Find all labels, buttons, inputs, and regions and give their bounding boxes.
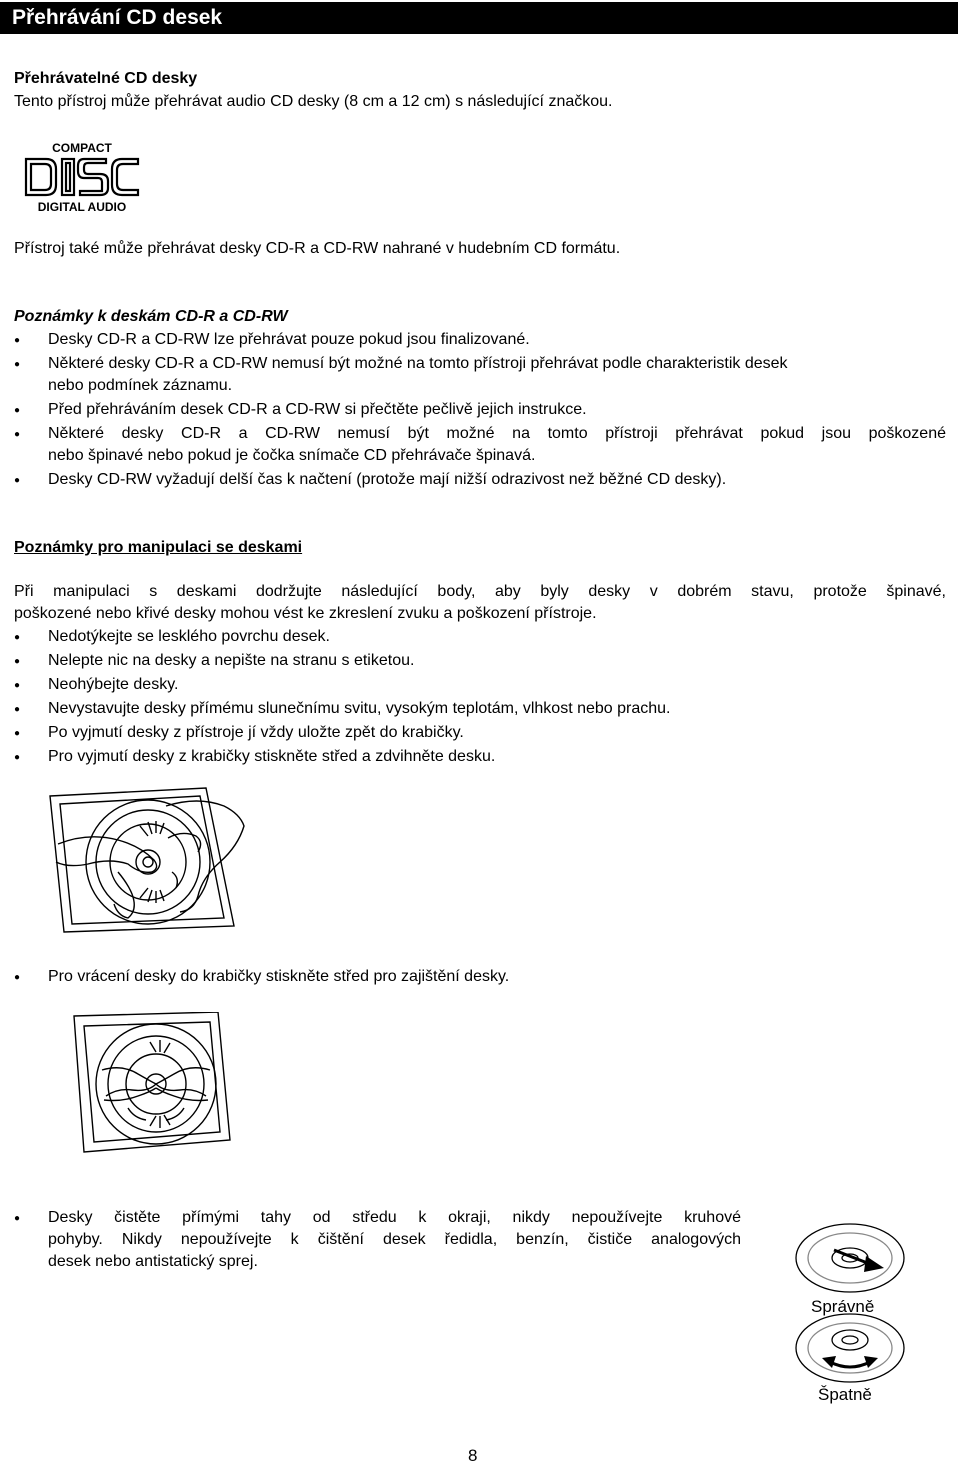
clean-text-2: pohyby. Nikdy nepoužívejte k čištění desek ředidla, benzín, čističe analogových (48, 1231, 741, 1248)
cdr-notes-heading: Poznámky k deskám CD-R a CD-RW (14, 308, 288, 325)
page-number: 8 (468, 1446, 478, 1465)
clean-text-1: Desky čistěte přímými tahy od středu k okraji, nikdy nepoužívejte kruhové (48, 1209, 741, 1226)
correct-cleaning-icon (794, 1222, 906, 1294)
handling-intro-2: poškozené nebo křivé desky mohou vést ke zkreslení zvuku a poškození přístroje. (14, 605, 597, 622)
handling-item-2: Nelepte nic na desky a nepište na stranu s etiketou. (48, 652, 415, 669)
cdr-note-2: Některé desky CD-R a CD-RW nemusí být možné na tomto přístroji přehrávat podle charakteristik desek (48, 355, 788, 372)
bullet-icon: ● (14, 429, 21, 440)
compact-disc-logo (22, 141, 142, 213)
cdr-note-3: Před přehráváním desek CD-R a CD-RW si přečtěte pečlivě jejich instrukce. (48, 401, 587, 418)
wrong-cleaning-icon (794, 1312, 906, 1384)
bullet-icon: ● (14, 728, 21, 739)
wrong-label: Špatně (818, 1385, 872, 1404)
bullet-icon: ● (14, 632, 21, 643)
bullet-icon: ● (14, 656, 21, 667)
clean-text-3: desek nebo antistatický sprej. (48, 1253, 258, 1270)
bullet-icon: ● (14, 1213, 21, 1224)
insert-disc-illustration (72, 1012, 272, 1162)
playable-heading: Přehrávatelné CD desky (14, 70, 198, 87)
bullet-icon: ● (14, 704, 21, 715)
handling-intro-1: Při manipulaci s deskami dodržujte následující body, aby byly desky v dobrém stavu, protože špinavé, (14, 583, 946, 600)
correct-label: Správně (811, 1297, 875, 1316)
remove-disc-illustration (48, 786, 248, 936)
handling-item-1: Nedotýkejte se lesklého povrchu desek. (48, 628, 330, 645)
cdr-note-4: Některé desky CD-R a CD-RW nemusí být možné na tomto přístroji přehrávat pokud jsou poškozené (48, 425, 946, 442)
handling-item-5: Po vyjmutí desky z přístroje jí vždy uložte zpět do krabičky. (48, 724, 464, 741)
page-title: Přehrávání CD desek (0, 2, 958, 34)
playable-text-2: Přístroj také může přehrávat desky CD-R a CD-RW nahrané v hudebním CD formátu. (14, 240, 621, 257)
handling-item-3: Neohýbejte desky. (48, 676, 179, 693)
bullet-icon: ● (14, 680, 21, 691)
cdr-note-4-cont: nebo špinavé nebo pokud je čočka snímače CD přehrávače špinavá. (48, 447, 536, 464)
cdr-note-2-cont: nebo podmínek záznamu. (48, 377, 233, 394)
cdr-note-1: Desky CD-R a CD-RW lze přehrávat pouze pokud jsou finalizované. (48, 331, 530, 348)
bullet-icon: ● (14, 359, 21, 370)
handling-item-6: Pro vyjmutí desky z krabičky stiskněte střed a zdvihněte desku. (48, 748, 496, 765)
bullet-icon: ● (14, 972, 21, 983)
handling-heading: Poznámky pro manipulaci se deskami (14, 539, 303, 556)
insert-disc-item: Pro vrácení desky do krabičky stiskněte střed pro zajištění desky. (48, 968, 510, 985)
playable-text: Tento přístroj může přehrávat audio CD desky (8 cm a 12 cm) s následující značkou. (14, 93, 613, 110)
logo-top-text: COMPACT (52, 141, 112, 155)
bullet-icon: ● (14, 475, 21, 486)
handling-item-4: Nevystavujte desky přímému slunečnímu svitu, vysokým teplotám, vlhkost nebo prachu. (48, 700, 671, 717)
bullet-icon: ● (14, 752, 21, 763)
logo-bottom-text: DIGITAL AUDIO (37, 200, 127, 213)
cdr-note-5: Desky CD-RW vyžadují delší čas k načtení (protože mají nižší odrazivost než běžné CD desky). (48, 471, 727, 488)
bullet-icon: ● (14, 335, 21, 346)
bullet-icon: ● (14, 405, 21, 416)
